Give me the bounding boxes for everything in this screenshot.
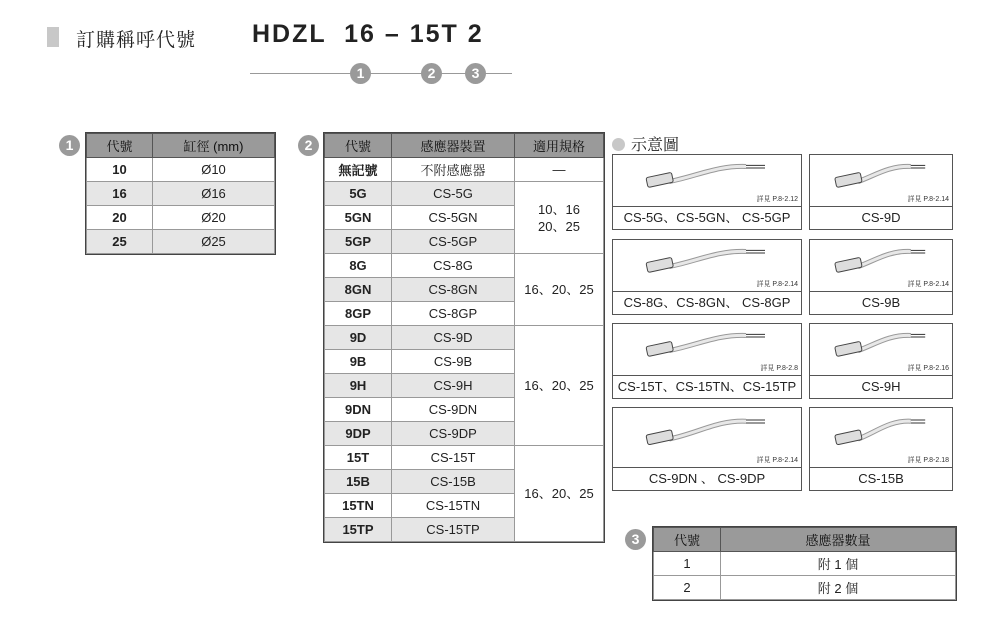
table-cell: 2 [654,576,721,600]
table-cell: CS-9DP [392,422,515,446]
table-cell: CS-5GN [392,206,515,230]
table-cell: 附 2 個 [721,576,956,600]
table-header: 缸徑 (mm) [153,134,275,158]
table-cell: 16 [87,182,153,206]
table-cell: 15TP [325,518,392,542]
table-cell: Ø16 [153,182,275,206]
table-cell: CS-8GN [392,278,515,302]
table-header: 感應器裝置 [392,134,515,158]
sensor-illustration [810,408,952,468]
table-cell: Ø25 [153,230,275,254]
sensor-diagram-card [612,323,802,399]
table-cell: 附 1 個 [721,552,956,576]
sensor-illustration [810,240,952,292]
table-cell: 5GN [325,206,392,230]
order-code: HDZL 16 – 15T 2 [252,20,484,48]
table-cell: 10 [87,158,153,182]
bore-size-table [86,133,275,254]
table-cell: 15B [325,470,392,494]
code-marker-1: 1 [350,63,371,84]
table-cell: 5GP [325,230,392,254]
quantity-table [653,527,956,600]
sensor-diagram-caption: CS-15B [858,471,904,486]
sensor-diagram-card [809,323,953,399]
table-cell: CS-5G [392,182,515,206]
bullet-icon [612,138,625,151]
spec-group-cell: — [515,158,604,182]
table-cell: CS-15B [392,470,515,494]
spec-group-cell: 16、20、25 [515,326,604,446]
page-reference: 詳見 P.8-2.14 [756,457,798,464]
sensor-diagram-caption: CS-5G、CS-5GN、 CS-5GP [623,210,791,225]
sensor-illustration [613,324,801,376]
code-marker-3: 3 [465,63,486,84]
table-cell: 1 [654,552,721,576]
table1-marker: 1 [59,135,80,156]
table-header: 代號 [87,134,153,158]
code-marker-2: 2 [421,63,442,84]
table-header: 感應器數量 [721,528,956,552]
table-cell: 15TN [325,494,392,518]
table-row [654,576,956,600]
table-cell: 9D [325,326,392,350]
table-cell: 9H [325,374,392,398]
table-row [87,206,275,230]
page-reference: 詳見 P.8-2.16 [907,365,949,372]
table-cell: 無記號 [325,158,392,182]
page-reference: 詳見 P.8-2.14 [907,281,949,288]
sensor-diagram-caption: CS-9DN 、 CS-9DP [648,471,766,486]
table-cell: 9DN [325,398,392,422]
table-cell: 8G [325,254,392,278]
table3-marker: 3 [625,529,646,550]
spec-group-cell: 16、20、25 [515,446,604,542]
table-row [654,552,956,576]
table-row [87,158,275,182]
table-cell: 9DP [325,422,392,446]
sensor-illustration [810,155,952,207]
page-reference: 詳見 P.8-2.18 [907,457,949,464]
table-cell: CS-9B [392,350,515,374]
table-cell: Ø20 [153,206,275,230]
page-title: 訂購稱呼代號 [76,30,197,51]
sensor-diagram-caption: CS-15T、CS-15TN、CS-15TP [617,379,797,394]
page-reference: 詳見 P.8-2.14 [907,196,949,203]
table-row [87,182,275,206]
table-cell: 不附感應器 [392,158,515,182]
table-row [325,182,604,206]
sensor-diagram-card [809,239,953,315]
table-cell: CS-9DN [392,398,515,422]
table-row [87,230,275,254]
table-cell: CS-9D [392,326,515,350]
sensor-table [324,133,604,542]
sensor-diagram-caption: CS-9H [861,379,901,394]
sensor-diagram-caption: CS-9D [861,210,901,225]
title-marker-bar [47,27,59,47]
table-cell: 20 [87,206,153,230]
table-header: 代號 [325,134,392,158]
table-cell: CS-9H [392,374,515,398]
page-reference: 詳見 P.8-2.8 [760,365,798,372]
sensor-diagram-card [809,154,953,230]
table-header: 代號 [654,528,721,552]
sensor-diagram-card [612,154,802,230]
table-row [325,446,604,470]
page-reference: 詳見 P.8-2.14 [756,281,798,288]
sensor-diagram-card [612,407,802,491]
sensor-illustration [613,240,801,292]
sensor-diagram-card [612,239,802,315]
table-cell: 25 [87,230,153,254]
table-cell: CS-8G [392,254,515,278]
spec-group-cell: 10、16 20、25 [515,182,604,254]
table-cell: CS-8GP [392,302,515,326]
table-cell: CS-5GP [392,230,515,254]
table2-marker: 2 [298,135,319,156]
table-cell: CS-15TN [392,494,515,518]
sensor-illustration [613,155,801,207]
sensor-diagram-caption: CS-8G、CS-8GN、 CS-8GP [623,295,791,310]
table-cell: 8GP [325,302,392,326]
table-cell: 8GN [325,278,392,302]
table-header: 適用規格 [515,134,604,158]
sensor-illustration [613,408,801,468]
page-reference: 詳見 P.8-2.12 [756,196,798,203]
diagram-heading [612,132,679,155]
table-cell: 9B [325,350,392,374]
table-cell: Ø10 [153,158,275,182]
table-cell: 15T [325,446,392,470]
table-cell: 5G [325,182,392,206]
diagram-heading-label: 示意圖 [631,137,680,154]
sensor-diagram-card [809,407,953,491]
sensor-illustration [810,324,952,376]
table-cell: CS-15T [392,446,515,470]
table-cell: CS-15TP [392,518,515,542]
spec-group-cell: 16、20、25 [515,254,604,326]
table-row [325,326,604,350]
table-row [325,158,604,182]
table-row [325,254,604,278]
sensor-diagram-caption: CS-9B [861,295,901,310]
